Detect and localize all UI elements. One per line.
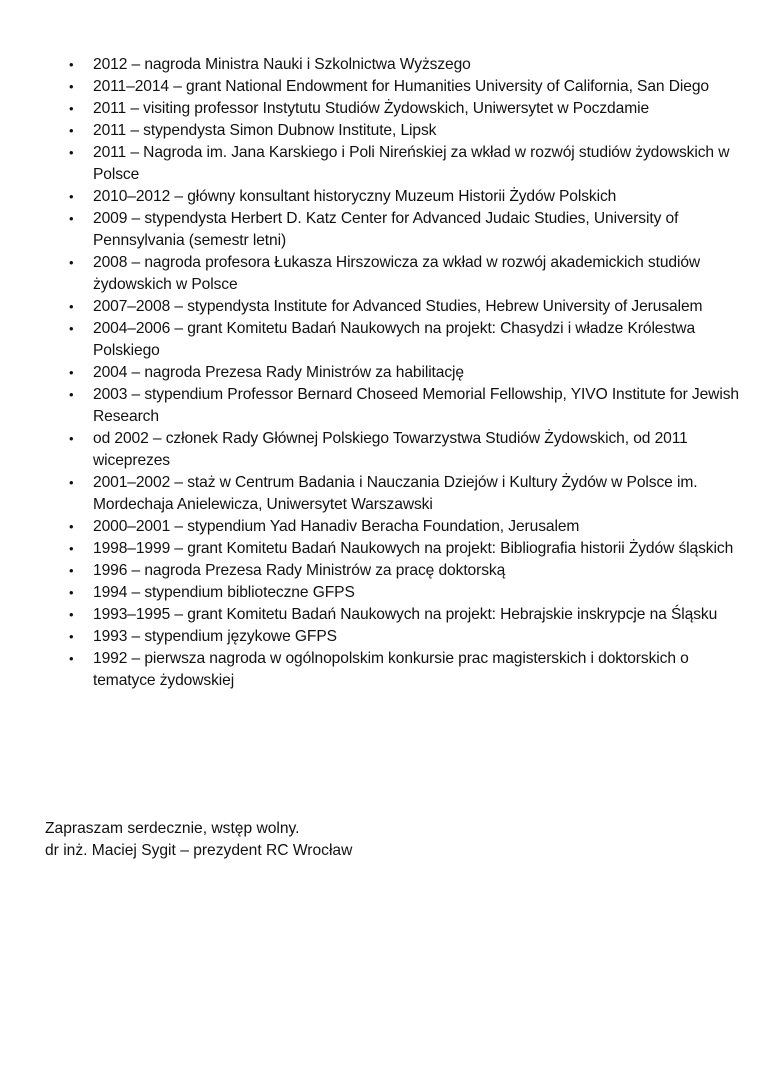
- list-item: [66, 604, 742, 626]
- closing-note: [45, 818, 352, 862]
- list-item: [66, 626, 742, 648]
- bullet-icon: •: [69, 651, 74, 666]
- bullet-icon: •: [69, 101, 74, 116]
- list-item-text: 2003 – stypendium Professor Bernard Choseed Memorial Fellowship, YIVO Institute for Jewish Research: [93, 386, 739, 425]
- list-item-text: 1996 – nagroda Prezesa Rady Ministrów za pracę doktorską: [93, 562, 506, 579]
- list-item: [66, 142, 742, 186]
- signature-text: dr inż. Maciej Sygit – prezydent RC Wrocław: [45, 842, 353, 859]
- bullet-icon: •: [69, 57, 74, 72]
- bullet-icon: •: [69, 431, 74, 446]
- list-item: [66, 384, 742, 428]
- bullet-icon: •: [69, 145, 74, 160]
- list-item: [66, 362, 742, 384]
- list-item: [66, 208, 742, 252]
- list-item-text: 1993 – stypendium językowe GFPS: [93, 628, 337, 645]
- list-item: [66, 120, 742, 142]
- list-item-text: 2008 – nagroda profesora Łukasza Hirszowicza za wkład w rozwój akademickich studiów żydowskich w Polsce: [93, 254, 701, 293]
- list-item: [66, 296, 742, 318]
- list-item-text: 2009 – stypendysta Herbert D. Katz Center for Advanced Judaic Studies, University of Pennsylvania (semestr letni): [93, 210, 679, 249]
- list-item: [66, 76, 742, 98]
- bullet-icon: •: [69, 123, 74, 138]
- bullet-icon: •: [69, 211, 74, 226]
- list-item: [66, 428, 742, 472]
- list-item-text: od 2002 – członek Rady Głównej Polskiego Towarzystwa Studiów Żydowskich, od 2011 wiceprezes: [93, 430, 688, 469]
- list-item: [66, 318, 742, 362]
- list-item-text: 2012 – nagroda Ministra Nauki i Szkolnictwa Wyższego: [93, 56, 471, 73]
- list-item-text: 1994 – stypendium biblioteczne GFPS: [93, 584, 355, 601]
- bullet-icon: •: [69, 365, 74, 380]
- list-item-text: 2007–2008 – stypendysta Institute for Advanced Studies, Hebrew University of Jerusalem: [93, 298, 703, 315]
- list-item-text: 2001–2002 – staż w Centrum Badania i Nauczania Dziejów i Kultury Żydów w Polsce im. Mordechaja Anielewicza, Uniwersytet Warszawski: [93, 474, 698, 513]
- bullet-icon: •: [69, 79, 74, 94]
- list-item: [66, 54, 742, 76]
- bullet-icon: •: [69, 321, 74, 336]
- list-item-text: 1992 – pierwsza nagroda w ogólnopolskim konkursie prac magisterskich i doktorskich o tematyce żydowskiej: [93, 650, 689, 689]
- list-item: [66, 186, 742, 208]
- invitation-text: Zapraszam serdecznie, wstęp wolny.: [45, 820, 300, 837]
- list-item-text: 2011–2014 – grant National Endowment for Humanities University of California, San Diego: [93, 78, 709, 95]
- bullet-icon: •: [69, 255, 74, 270]
- list-item-text: 2011 – visiting professor Instytutu Studiów Żydowskich, Uniwersytet w Poczdamie: [93, 100, 650, 117]
- list-item: [66, 252, 742, 296]
- bullet-icon: •: [69, 189, 74, 204]
- bullet-icon: •: [69, 607, 74, 622]
- bullet-icon: •: [69, 563, 74, 578]
- list-item-text: 2004 – nagroda Prezesa Rady Ministrów za habilitację: [93, 364, 464, 381]
- list-item: [66, 648, 742, 692]
- list-item: [66, 98, 742, 120]
- bullet-icon: •: [69, 585, 74, 600]
- bullet-icon: •: [69, 299, 74, 314]
- list-item-text: 2010–2012 – główny konsultant historyczny Muzeum Historii Żydów Polskich: [93, 188, 617, 205]
- list-item: [66, 582, 742, 604]
- bullet-icon: •: [69, 387, 74, 402]
- awards-list: [66, 54, 742, 692]
- bullet-icon: •: [69, 475, 74, 490]
- list-item-text: 2000–2001 – stypendium Yad Hanadiv Beracha Foundation, Jerusalem: [93, 518, 580, 535]
- list-item-text: 2011 – Nagroda im. Jana Karskiego i Poli Nireńskiej za wkład w rozwój studiów żydowskich w Polsce: [93, 144, 730, 183]
- bullet-icon: •: [69, 629, 74, 644]
- list-item: [66, 516, 742, 538]
- list-item-text: 2011 – stypendysta Simon Dubnow Institute, Lipsk: [93, 122, 437, 139]
- list-item-text: 1993–1995 – grant Komitetu Badań Naukowych na projekt: Hebrajskie inskrypcje na Śląsku: [93, 606, 718, 623]
- list-item: [66, 472, 742, 516]
- list-item-text: 1998–1999 – grant Komitetu Badań Naukowych na projekt: Bibliografia historii Żydów śląskich: [93, 540, 734, 557]
- list-item-text: 2004–2006 – grant Komitetu Badań Naukowych na projekt: Chasydzi i władze Królestwa Polskiego: [93, 320, 696, 359]
- bullet-icon: •: [69, 541, 74, 556]
- list-item: [66, 538, 742, 560]
- list-item: [66, 560, 742, 582]
- bullet-icon: •: [69, 519, 74, 534]
